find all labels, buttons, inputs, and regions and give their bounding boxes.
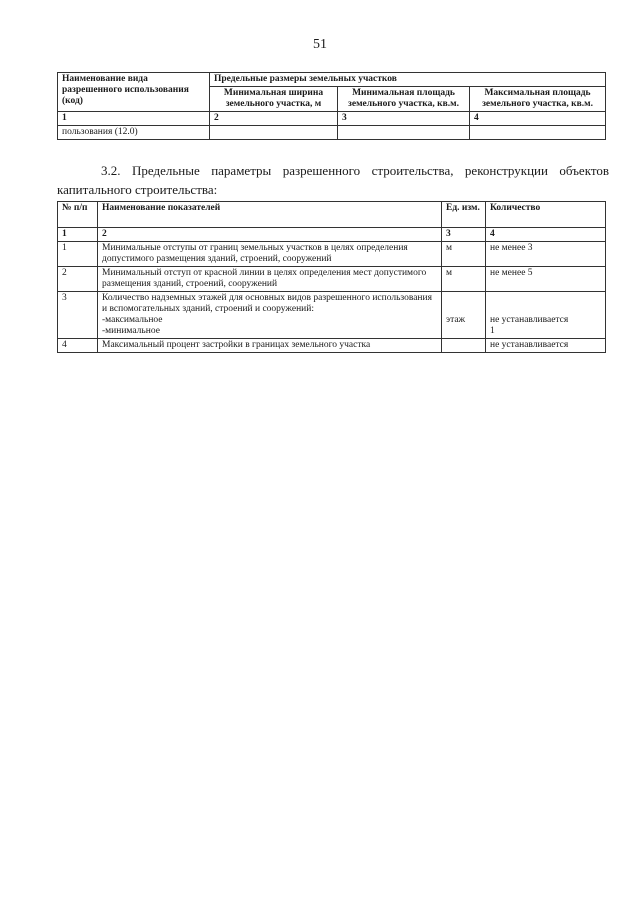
row-unit: м xyxy=(442,242,486,267)
row-indicator-main: Количество надземных этажей для основных видов разрешенного использования и вспомогательных зданий, строений и сооружений: xyxy=(102,293,432,314)
page-number: 51 xyxy=(313,37,327,52)
t2-num-4: 4 xyxy=(486,228,606,242)
row-quantity: не устанавливается xyxy=(486,339,606,353)
paragraph-line-1: 3.2. Предельные параметры разрешенного строительства, реконструкции объектов xyxy=(101,163,609,178)
t1-header-min-width: Минимальная ширина земельного участка, м xyxy=(210,87,338,112)
land-plot-size-table xyxy=(57,72,606,140)
row-indicator: Максимальный процент застройки в границах земельного участка xyxy=(98,339,442,353)
construction-parameters-table xyxy=(57,201,606,353)
table-row xyxy=(58,242,606,267)
row-quantity: не менее 3 xyxy=(486,242,606,267)
t2-header-qty: Количество xyxy=(486,202,606,228)
paragraph-line-2: капитального строительства: xyxy=(57,182,218,197)
t1-header-max-area: Максимальная площадь земельного участка, кв.м. xyxy=(470,87,606,112)
table-row xyxy=(58,267,606,292)
t1-cell-max-area xyxy=(470,126,606,140)
t1-header-group: Предельные размеры земельных участков xyxy=(210,73,606,87)
t2-header-name: Наименование показателей xyxy=(98,202,442,228)
row-quantity xyxy=(486,292,606,339)
t2-num-1: 1 xyxy=(58,228,98,242)
row-number: 2 xyxy=(58,267,98,292)
t2-num-2: 2 xyxy=(98,228,442,242)
t1-num-2: 2 xyxy=(210,112,338,126)
t2-header-unit: Ед. изм. xyxy=(442,202,486,228)
t1-cell-min-width xyxy=(210,126,338,140)
table-row xyxy=(58,292,606,339)
row-unit xyxy=(442,339,486,353)
row-quantity-max: не устанавливается xyxy=(490,315,569,325)
t1-cell-min-area xyxy=(338,126,470,140)
row-quantity: не менее 5 xyxy=(486,267,606,292)
t1-header-use-type: Наименование вида разрешенного использования (код) xyxy=(58,73,210,112)
row-number: 3 xyxy=(58,292,98,339)
t1-num-4: 4 xyxy=(470,112,606,126)
t2-num-3: 3 xyxy=(442,228,486,242)
row-number: 1 xyxy=(58,242,98,267)
row-quantity-min: 1 xyxy=(490,326,495,336)
row-number: 4 xyxy=(58,339,98,353)
section-paragraph xyxy=(57,161,609,199)
table-row xyxy=(58,339,606,353)
t1-num-1: 1 xyxy=(58,112,210,126)
row-unit: м xyxy=(442,267,486,292)
t1-header-min-area: Минимальная площадь земельного участка, кв.м. xyxy=(338,87,470,112)
row-unit-value: этаж xyxy=(446,315,466,325)
t1-cell-use-type: пользования (12.0) xyxy=(58,126,210,140)
row-indicator: Минимальные отступы от границ земельных участков в целях определения допустимого размещения зданий, строений, сооружений xyxy=(98,242,442,267)
row-unit xyxy=(442,292,486,339)
row-indicator-max: -максимальное xyxy=(102,315,163,325)
row-indicator: Минимальный отступ от красной линии в целях определения мест допустимого размещения зданий, строений, сооружений xyxy=(98,267,442,292)
t1-num-3: 3 xyxy=(338,112,470,126)
row-indicator-min: -минимальное xyxy=(102,326,160,336)
t2-header-num: № п/п xyxy=(58,202,98,228)
row-indicator xyxy=(98,292,442,339)
